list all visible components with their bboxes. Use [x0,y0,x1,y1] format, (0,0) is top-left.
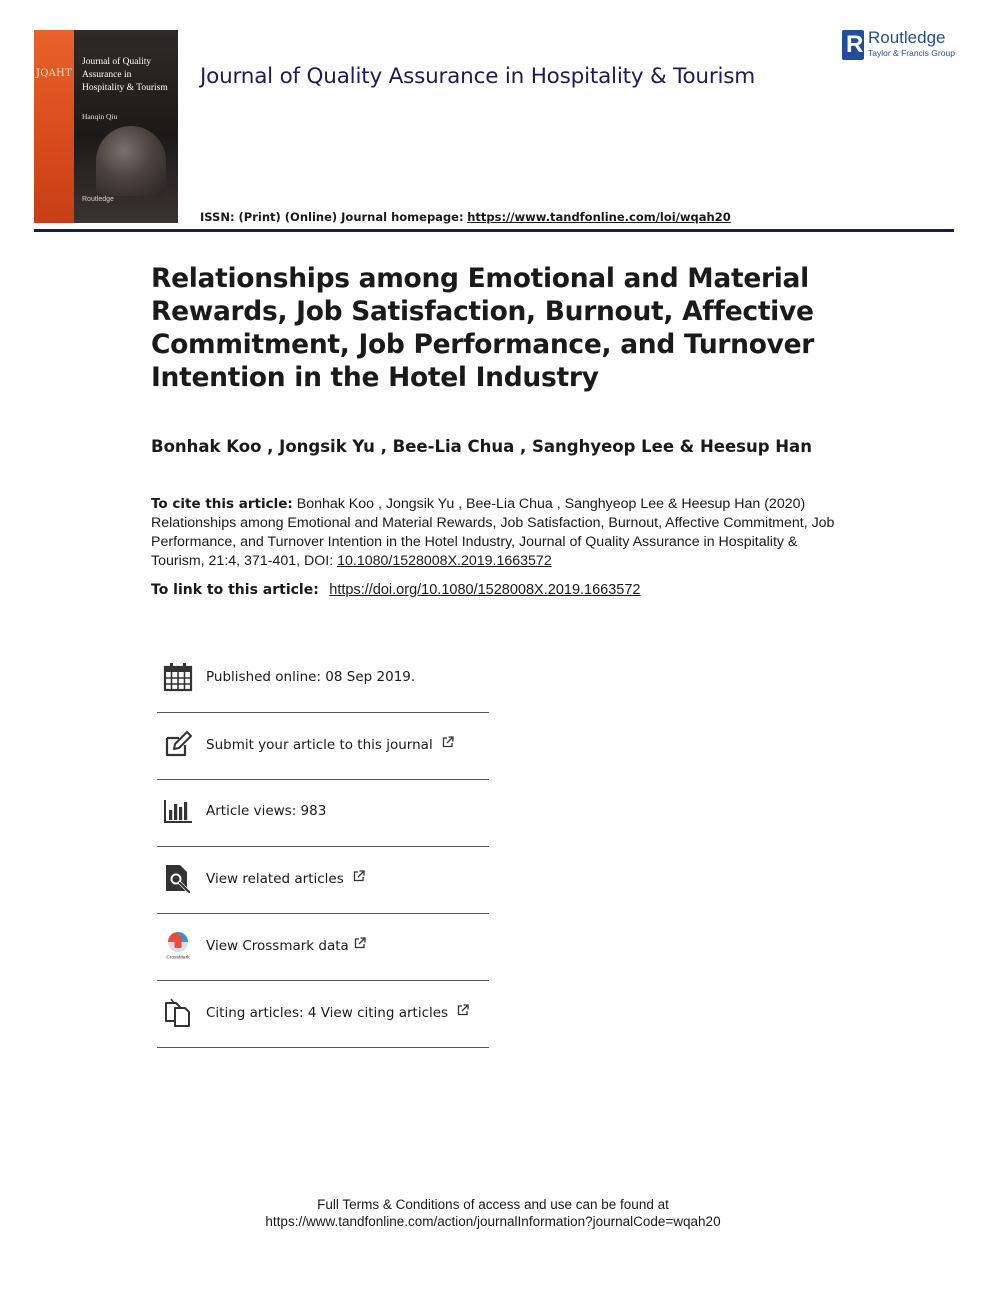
cover-dome-image [96,126,166,196]
related-articles-link[interactable] [206,870,365,887]
published-row [157,646,489,712]
routledge-r-icon: R [842,30,864,60]
crossmark-logo-text: CrossMark [166,955,190,960]
article-link-line [151,582,641,598]
article-authors: Bonhak Koo , Jongsik Yu , Bee-Lia Chua , Sanghyeop Lee & Heesup Han [151,437,812,456]
calendar-icon [163,662,193,692]
footer-terms-link[interactable]: https://www.tandfonline.com/action/journalInformation?journalCode=wqah20 [265,1214,721,1229]
article-doi-link[interactable]: https://doi.org/10.1080/1528008X.2019.1663572 [329,582,641,598]
article-views: Article views: 983 [206,803,327,819]
footer [0,1196,986,1230]
cite-label: To cite this article: [151,496,293,512]
documents-icon [163,997,193,1027]
external-link-icon [353,870,365,882]
related-articles-label: View related articles [206,871,344,887]
cover-abbreviation: JQAHT [36,68,72,79]
search-document-icon [163,863,193,893]
publisher-group: Taylor & Francis Group [868,48,955,58]
citing-articles-row[interactable] [157,981,489,1047]
submit-article-link[interactable] [206,736,454,753]
publisher-name: Routledge [868,28,946,47]
crossmark-row[interactable] [157,914,489,980]
citation-block [151,495,851,571]
crossmark-icon [163,930,193,960]
article-views-row [157,780,489,846]
crossmark-label: View Crossmark data [206,938,349,954]
edit-icon [163,729,193,759]
journal-title[interactable]: Journal of Quality Assurance in Hospitality & Tourism [200,64,756,89]
external-link-icon [442,736,454,748]
published-date: Published online: 08 Sep 2019. [206,669,416,685]
submit-article-row[interactable] [157,713,489,779]
cover-title: Journal of Quality Assurance in Hospitality & Tourism [82,57,168,93]
cover-orange-strip [34,30,74,223]
header-divider [34,229,954,232]
citing-articles-link[interactable] [206,1004,469,1021]
crossmark-link[interactable] [206,937,366,954]
cite-doi-link[interactable]: 10.1080/1528008X.2019.1663572 [337,553,552,569]
journal-homepage-link[interactable]: https://www.tandfonline.com/loi/wqah20 [467,210,731,224]
link-label: To link to this article: [151,582,319,598]
footer-terms-text: Full Terms & Conditions of access and use can be found at [317,1197,669,1212]
related-articles-row[interactable] [157,847,489,913]
article-info-list [157,646,489,1048]
issn-line [200,210,731,224]
submit-article-label: Submit your article to this journal [206,737,433,753]
cover-editor: Hanqin Qiu [82,112,118,121]
routledge-logo[interactable] [838,30,958,64]
external-link-icon [354,937,366,949]
info-divider [157,1047,489,1048]
cover-publisher-mark: Routledge [82,196,114,203]
article-title: Relationships among Emotional and Material Rewards, Job Satisfaction, Burnout, Affective Commitment, Job Performance, and Turnover Intention in the Hotel Industry [151,263,815,393]
citing-articles-label: Citing articles: 4 View citing articles [206,1005,449,1021]
cite-text: Bonhak Koo , Jongsik Yu , Bee-Lia Chua , Sanghyeop Lee & Heesup Han (2020) Relationships among Emotional and Material Rewards, Job Satisfaction, Burnout, Affective Commitment, Job Performance, and Turnover Intention in the Hotel Industry, Journal of Quality Assurance in Hospitality & Tourism, 21:4, 371-401, DOI: [151,496,835,569]
bar-chart-icon [163,796,193,826]
external-link-icon [457,1004,469,1016]
journal-cover-image [34,30,178,223]
issn-label: ISSN: (Print) (Online) Journal homepage: [200,210,464,224]
